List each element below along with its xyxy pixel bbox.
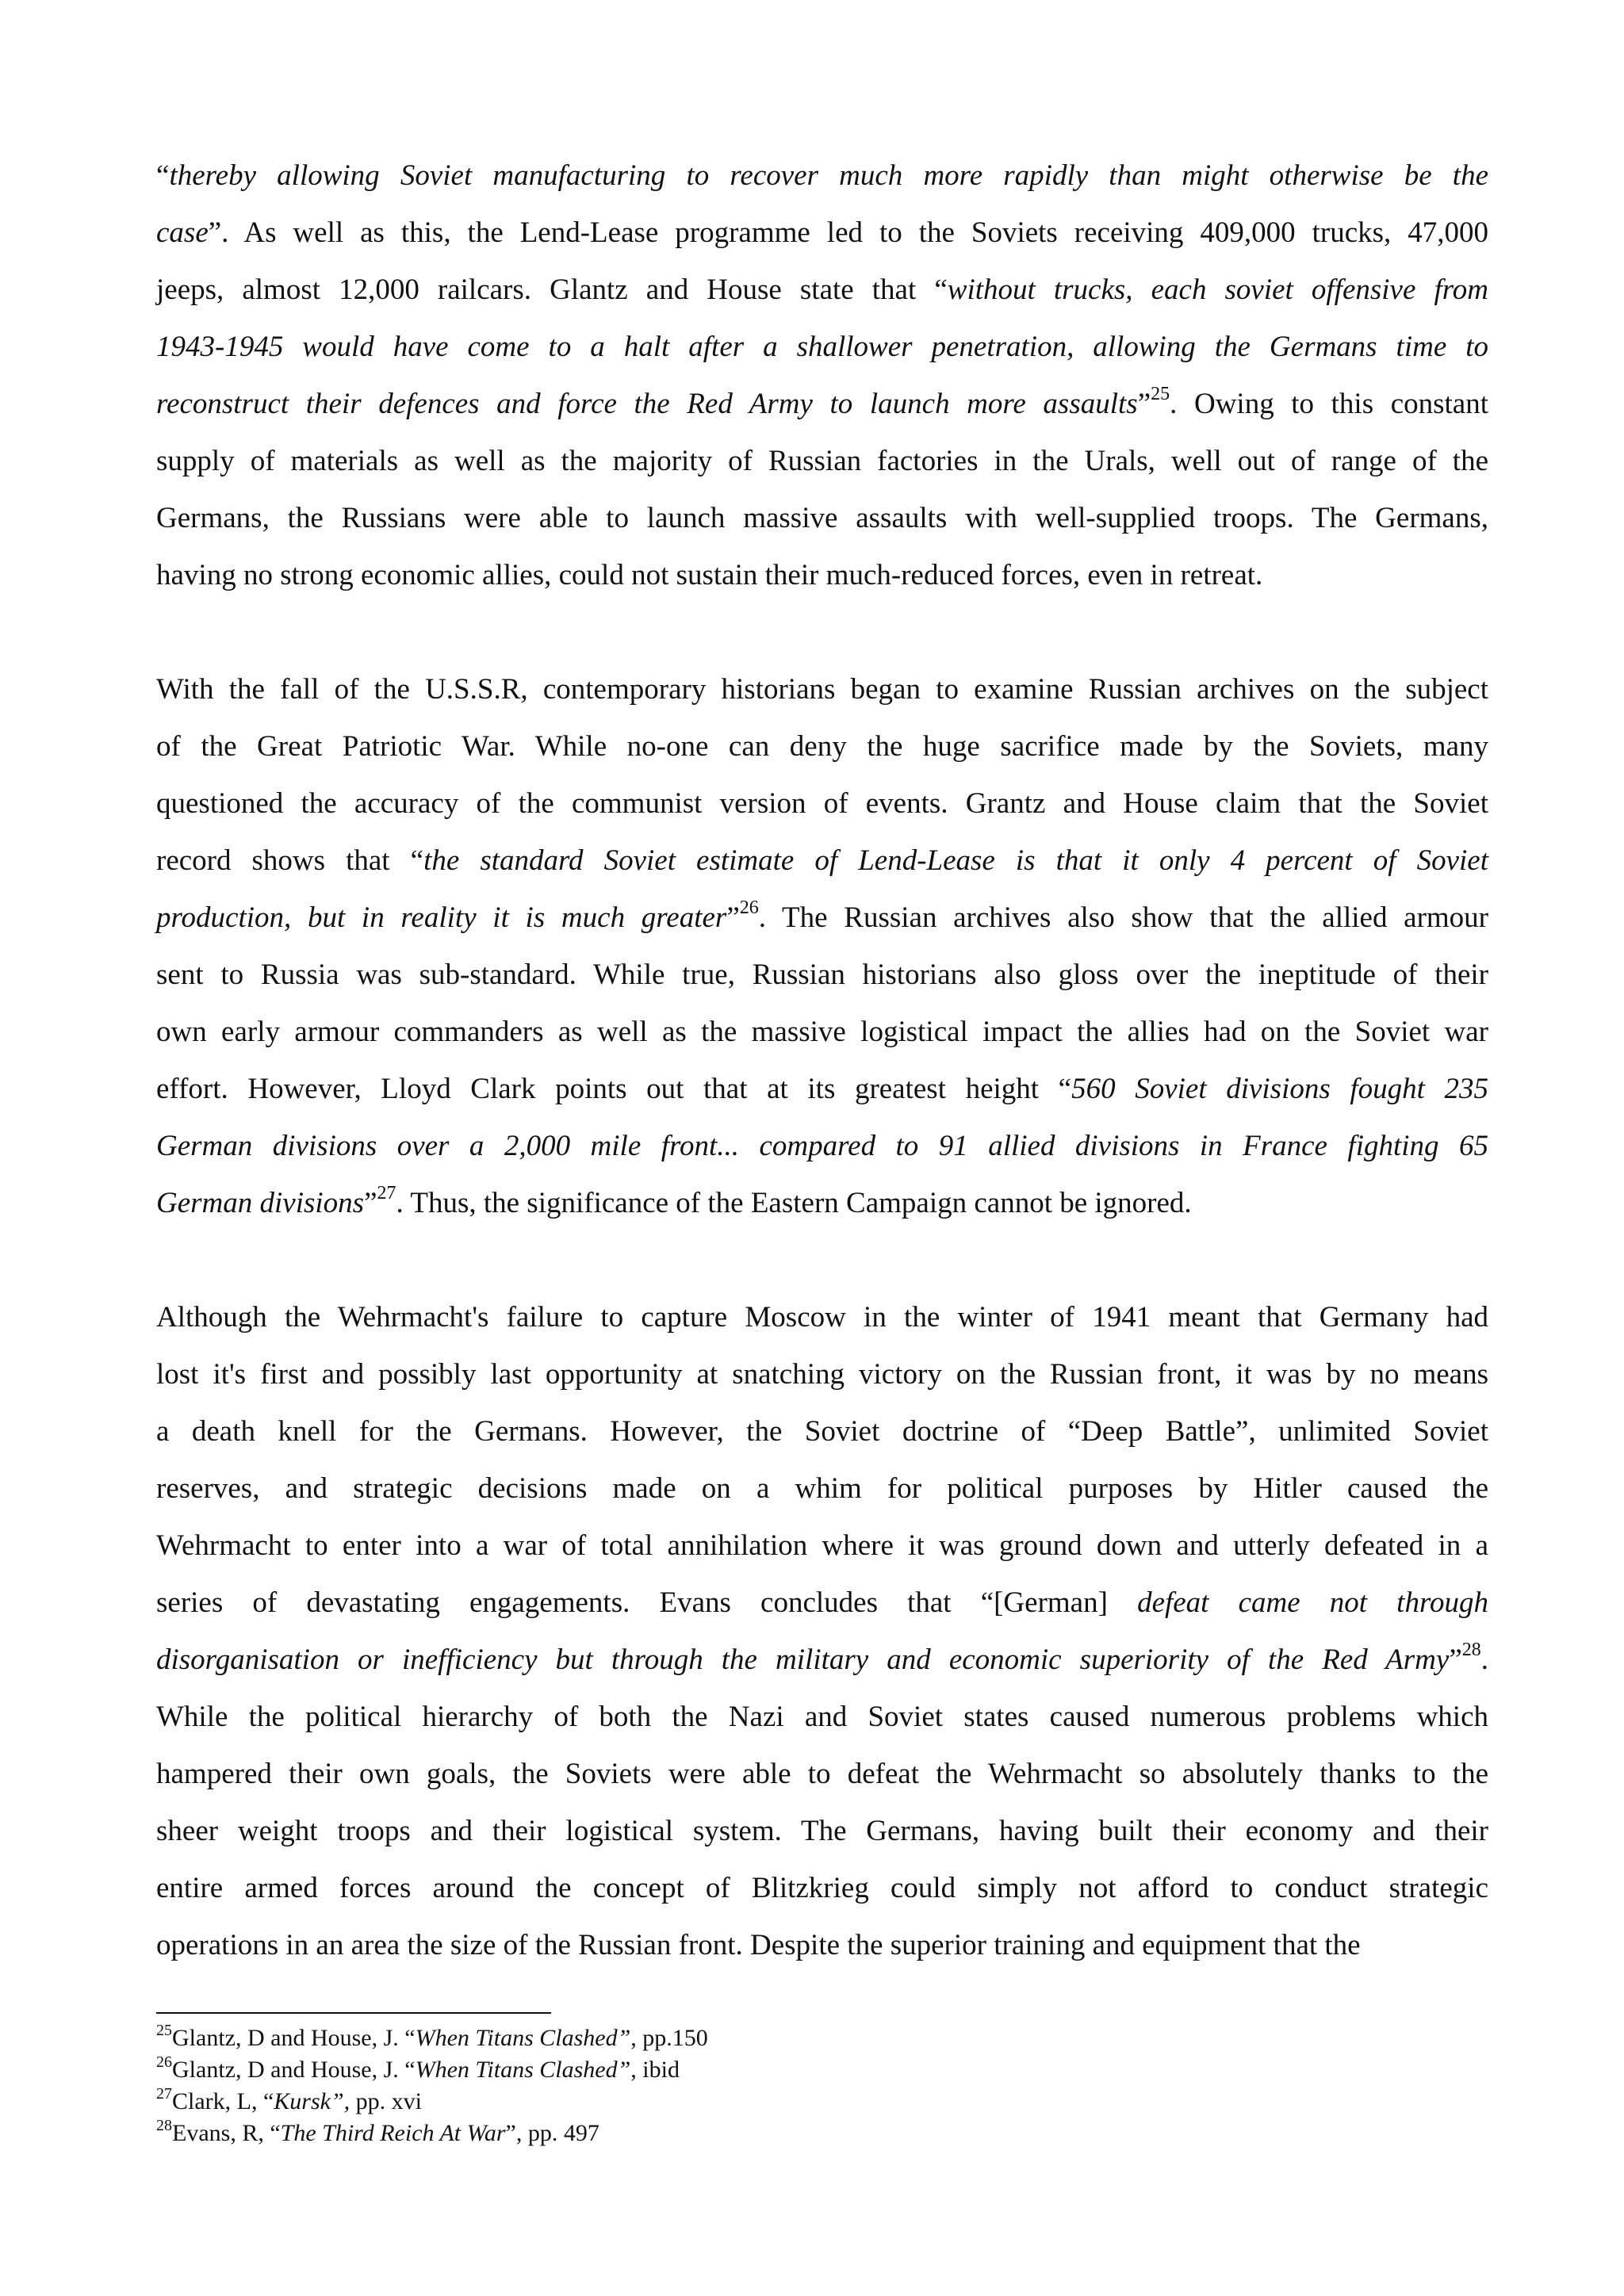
- italic-text: the standard Soviet estimate of Lend-Lease is that it only 4 percent of Soviet: [423, 844, 1488, 877]
- italic-text: German divisions over a 2,000 mile front... compared to 91 allied divisions in France fighting 65: [156, 1130, 1488, 1162]
- text-run: Glantz, D and House, J. “: [172, 2025, 416, 2051]
- text-run: operations in an area the size of the Russian front. Despite the superior training and equipment that the: [156, 1929, 1361, 1961]
- text-run: questioned the accuracy of the communist version of events. Grantz and House claim that the Soviet: [156, 787, 1488, 820]
- footnote-marker: 26: [156, 2053, 172, 2071]
- text-run: ”: [726, 901, 740, 934]
- footnote-marker: 27: [377, 1182, 396, 1203]
- text-line: [156, 1803, 1488, 1860]
- paragraph: [156, 1289, 1488, 1974]
- text-run: effort. However, Lloyd Clark points out that at its greatest height “: [156, 1073, 1072, 1105]
- text-line: [156, 262, 1488, 319]
- document-body: [156, 147, 1488, 1974]
- text-run: Evans, R, “: [172, 2120, 281, 2146]
- text-run: sent to Russia was sub-standard. While true, Russian historians also gloss over the ineptitude of their: [156, 959, 1488, 991]
- text-run: of the Great Patriotic War. While no-one can deny the huge sacrifice made by the Soviets, many: [156, 730, 1488, 763]
- text-run: reserves, and strategic decisions made on a whim for political purposes by Hitler caused the: [156, 1472, 1488, 1505]
- footnote-marker: 27: [156, 2085, 172, 2103]
- text-run: hampered their own goals, the Soviets were able to defeat the Wehrmacht so absolutely thanks to the: [156, 1758, 1488, 1790]
- text-run: Glantz, D and House, J. “: [172, 2057, 416, 2083]
- text-line: [156, 1517, 1488, 1575]
- text-line: [156, 1118, 1488, 1175]
- text-run: sheer weight troops and their logistical system. The Germans, having built their economy and their: [156, 1815, 1488, 1847]
- text-run: ”, pp. 497: [505, 2120, 599, 2146]
- text-line: [156, 433, 1488, 490]
- text-line: [156, 376, 1488, 433]
- text-run: , pp.150: [630, 2025, 708, 2051]
- italic-text: 560 Soviet divisions fought 235: [1071, 1073, 1488, 1105]
- text-run: .: [1480, 1644, 1488, 1676]
- text-run: Clark, L, “: [172, 2088, 274, 2114]
- text-line: [156, 661, 1488, 718]
- text-line: [156, 890, 1488, 947]
- footnote: [156, 2054, 1187, 2086]
- text-run: With the fall of the U.S.S.R, contemporary historians began to examine Russian archives on the subject: [156, 673, 1488, 706]
- text-line: [156, 1403, 1488, 1460]
- italic-text: When Titans Clashed”: [415, 2057, 631, 2083]
- text-line: [156, 775, 1488, 832]
- italic-text: German divisions: [156, 1187, 365, 1219]
- footnotes: [156, 2022, 1187, 2149]
- footnote: [156, 2022, 1187, 2054]
- footnote-marker: 26: [739, 897, 759, 918]
- text-run: record shows that “: [156, 844, 424, 877]
- text-line: [156, 1575, 1488, 1632]
- text-run: entire armed forces around the concept of Blitzkrieg could simply not afford to conduct strategic: [156, 1872, 1488, 1904]
- paragraph: [156, 147, 1488, 604]
- footnote-marker: 25: [156, 2022, 172, 2039]
- text-run: own early armour commanders as well as the massive logistical impact the allies had on the Soviet war: [156, 1016, 1488, 1048]
- text-line: [156, 1689, 1488, 1746]
- text-line: [156, 490, 1488, 547]
- text-run: ”. As well as this, the Lend-Lease programme led to the Soviets receiving 409,000 trucks, 47,000: [208, 216, 1488, 249]
- text-line: [156, 1746, 1488, 1803]
- text-run: lost it's first and possibly last opportunity at snatching victory on the Russian front, it was by no means: [156, 1358, 1488, 1391]
- text-run: . Owing to this constant: [1170, 388, 1489, 420]
- text-run: supply of materials as well as the majority of Russian factories in the Urals, well out of range of the: [156, 445, 1488, 477]
- text-run: a death knell for the Germans. However, the Soviet doctrine of “Deep Battle”, unlimited Soviet: [156, 1415, 1488, 1448]
- text-run: Germans, the Russians were able to launch massive assaults with well-supplied troops. The Germans,: [156, 502, 1488, 534]
- text-run: . The Russian archives also show that the allied armour: [758, 901, 1488, 934]
- footnote: [156, 2086, 1187, 2118]
- text-run: Wehrmacht to enter into a war of total annihilation where it was ground down and utterly defeated in a: [156, 1529, 1488, 1562]
- footnote-marker: 28: [1461, 1639, 1481, 1660]
- text-line: [156, 1004, 1488, 1061]
- text-run: , ibid: [630, 2057, 680, 2083]
- text-line: [156, 1346, 1488, 1403]
- text-line: [156, 1460, 1488, 1517]
- italic-text: thereby allowing Soviet manufacturing to recover much more rapidly than might otherwise be the: [169, 159, 1488, 192]
- text-run: . Thus, the significance of the Eastern Campaign cannot be ignored.: [396, 1187, 1192, 1219]
- text-line: [156, 1175, 1488, 1232]
- text-line: [156, 547, 1488, 604]
- text-line: [156, 832, 1488, 890]
- italic-text: 1943-1945 would have come to a halt after a shallower penetration, allowing the Germans time to: [156, 331, 1488, 363]
- text-run: ”: [364, 1187, 377, 1219]
- text-line: [156, 1917, 1488, 1974]
- footnote-separator: [156, 2012, 551, 2014]
- italic-text: When Titans Clashed”: [415, 2025, 631, 2051]
- text-run: While the political hierarchy of both the Nazi and Soviet states caused numerous problems which: [156, 1701, 1488, 1733]
- italic-text: The Third Reich At War: [280, 2120, 506, 2146]
- text-run: ”: [1137, 388, 1151, 420]
- text-run: having no strong economic allies, could not sustain their much-reduced forces, even in retreat.: [156, 559, 1263, 591]
- text-line: [156, 205, 1488, 262]
- italic-text: production, but in reality it is much greater: [156, 901, 727, 934]
- text-run: “: [156, 159, 170, 192]
- italic-text: case: [156, 216, 209, 249]
- paragraph: [156, 661, 1488, 1232]
- text-run: Although the Wehrmacht's failure to capture Moscow in the winter of 1941 meant that Germany had: [156, 1301, 1488, 1334]
- italic-text: Kursk”,: [274, 2088, 350, 2114]
- text-run: series of devastating engagements. Evans concludes that “[German]: [156, 1586, 1138, 1619]
- text-line: [156, 147, 1488, 205]
- text-line: [156, 718, 1488, 775]
- text-run: jeeps, almost 12,000 railcars. Glantz and House state that “: [156, 274, 948, 306]
- italic-text: disorganisation or inefficiency but through the military and economic superiority of the Red Army: [156, 1644, 1450, 1676]
- text-line: [156, 1632, 1488, 1689]
- text-line: [156, 1061, 1488, 1118]
- text-run: ”: [1449, 1644, 1462, 1676]
- italic-text: defeat came not through: [1137, 1586, 1488, 1619]
- italic-text: reconstruct their defences and force the Red Army to launch more assaults: [156, 388, 1138, 420]
- text-line: [156, 1860, 1488, 1917]
- text-line: [156, 1289, 1488, 1346]
- footnote: [156, 2118, 1187, 2149]
- text-line: [156, 947, 1488, 1004]
- footnote-marker: 28: [156, 2117, 172, 2134]
- footnote-marker: 25: [1151, 383, 1170, 404]
- text-run: pp. xvi: [350, 2088, 422, 2114]
- italic-text: without trucks, each soviet offensive from: [947, 274, 1488, 306]
- text-line: [156, 319, 1488, 376]
